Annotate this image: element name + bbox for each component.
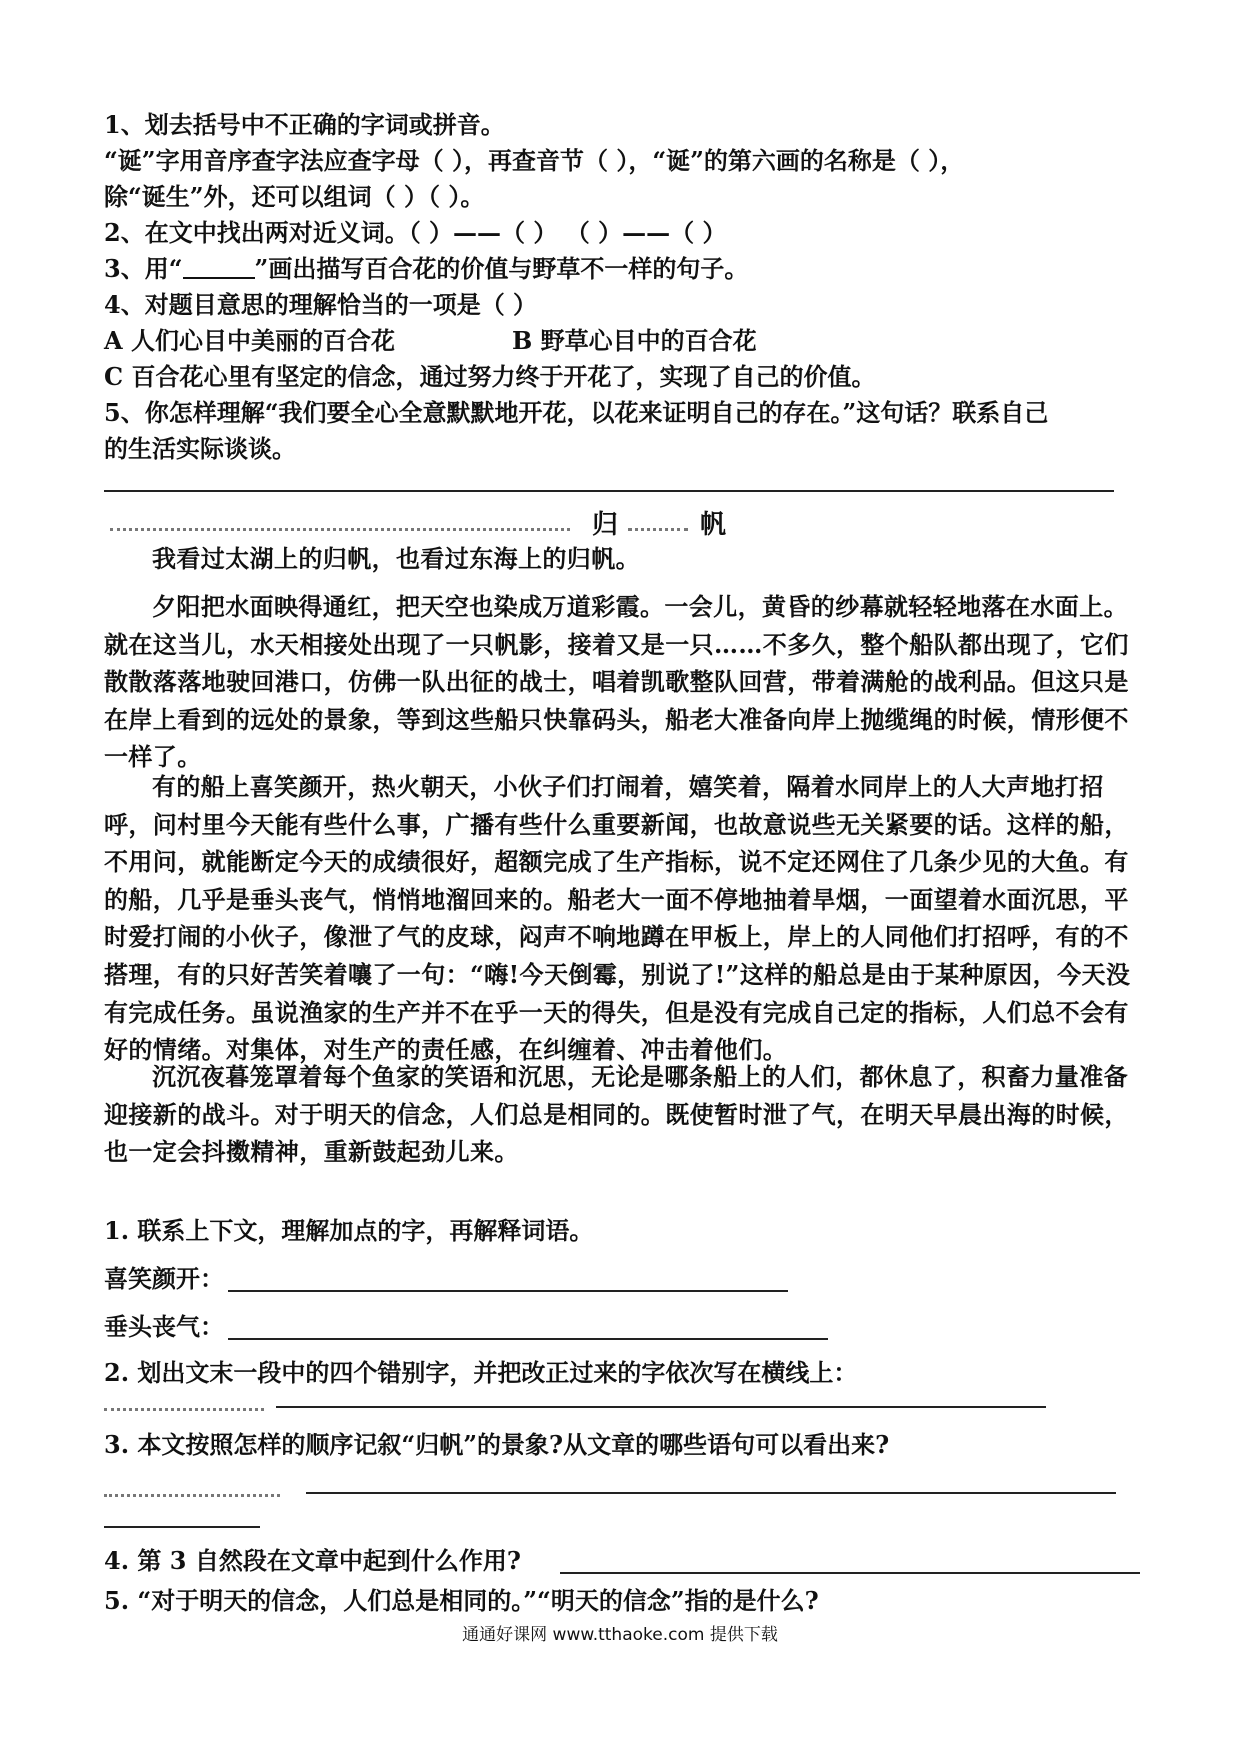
article-title-char-2: 帆 (700, 510, 727, 540)
article-paragraph-2: 夕阳把水面映得通红，把天空也染成万道彩霞。一会儿，黄昏的纱幕就轻轻地落在水面上。就在这当儿，水天相接处出现了一只帆影，接着又是一只……不多久，整个船队都出现了，它们散散落落地驶回港口，仿佛一队出征的战士，唱着凯歌整队回营，带着满舱的战利品。但这只是在岸上看到的远处的景象，等到这些船只快靠码头，船老大准备向岸上抛缆绳的时候，情形便不一样了。 (104, 592, 1129, 772)
separator-line (104, 490, 1114, 492)
q5-line-2: 的生活实际谈谈。 (104, 434, 296, 463)
q2: 2、在文中找出两对近义词。（ ）——（ ） （ ）——（ ） (104, 218, 727, 247)
dotted-leader (104, 1408, 264, 1411)
answer-line[interactable] (228, 1338, 828, 1340)
dotted-leader (110, 528, 570, 531)
q1-title: 1、划去括号中不正确的字词或拼音。 (104, 110, 505, 139)
q1-term-1: 喜笑颜开： (104, 1264, 224, 1293)
q3 (104, 252, 748, 286)
answer-line[interactable] (276, 1406, 1046, 1408)
q5-line-1: 5、你怎样理解“我们要全心全意默默地开花，以花来证明自己的存在。”这句话？联系自己 (104, 398, 1049, 427)
q3-prefix: 3、用“ (104, 254, 183, 283)
article-q3: 3. 本文按照怎样的顺序记叙“归帆”的景象?从文章的哪些语句可以看出来? (104, 1430, 890, 1459)
q1-line-2: 除“诞生”外，还可以组词（ ）（ ）。 (104, 182, 485, 211)
answer-line[interactable] (104, 1526, 260, 1528)
q4-option-c: C 百合花心里有坚定的信念，通过努力终于开花了，实现了自己的价值。 (104, 362, 876, 391)
answer-line[interactable] (228, 1290, 788, 1292)
article-q5: 5. “对于明天的信念，人们总是相同的。”“明天的信念”指的是什么? (104, 1586, 819, 1615)
article-paragraph-3: 有的船上喜笑颜开，热火朝天，小伙子们打闹着，嬉笑着，隔着水同岸上的人大声地打招呼，问村里今天能有些什么事，广播有些什么重要新闻，也故意说些无关紧要的话。这样的船，不用问，就能断定今天的成绩很好，超额完成了生产指标，说不定还网住了几条少见的大鱼。有的船，几乎是垂头丧气，悄悄地溜回来的。船老大一面不停地抽着旱烟，一面望着水面沉思，平时爱打闹的小伙子，像泄了气的皮球，闷声不响地蹲在甲板上，岸上的人同他们打招呼，有的不搭理，有的只好苦笑着嚷了一句：“嗨!今天倒霉，别说了!”这样的船总是由于某种原因，今天没有完成任务。虽说渔家的生产并不在乎一天的得失，但是没有完成自己定的指标，人们总不会有好的情绪。对集体，对生产的责任感，在纠缠着、冲击着他们。 (104, 772, 1131, 1065)
q1-line-1: “诞”字用音序查字法应查字母（ ），再查音节（ ），“诞”的第六画的名称是（ ）， (104, 146, 965, 175)
article-q4: 4. 第 3 自然段在文章中起到什么作用? (104, 1546, 521, 1575)
footer-credit: 通通好课网 www.tthaoke.com 提供下载 (462, 1625, 778, 1645)
dotted-leader (104, 1494, 280, 1497)
underline-sample (183, 255, 255, 279)
q4-option-a: A 人们心目中美丽的百合花 (104, 326, 395, 355)
article-q1: 1. 联系上下文，理解加点的字，再解释词语。 (104, 1216, 594, 1245)
answer-line[interactable] (306, 1492, 1116, 1494)
answer-line[interactable] (560, 1572, 1140, 1574)
article-q2: 2. 划出文末一段中的四个错别字，并把改正过来的字依次写在横线上： (104, 1358, 858, 1387)
article-title-char-1: 归 (592, 510, 619, 540)
q3-suffix: ”画出描写百合花的价值与野草不一样的句子。 (254, 254, 749, 283)
q4-option-b: B 野草心目中的百合花 (512, 326, 757, 355)
q4: 4、对题目意思的理解恰当的一项是（ ） (104, 290, 538, 319)
article-paragraph-4: 沉沉夜暮笼罩着每个鱼家的笑语和沉思，无论是哪条船上的人们，都休息了，积畜力量准备迎接新的战斗。对于明天的信念，人们总是相同的。既使暂时泄了气，在明天早晨出海的时候，也一定会抖擞精神，重新鼓起劲儿来。 (104, 1062, 1129, 1167)
q1-term-2: 垂头丧气： (104, 1312, 224, 1341)
article-paragraph-1: 我看过太湖上的归帆，也看过东海上的归帆。 (152, 544, 640, 573)
dotted-leader (628, 528, 688, 531)
